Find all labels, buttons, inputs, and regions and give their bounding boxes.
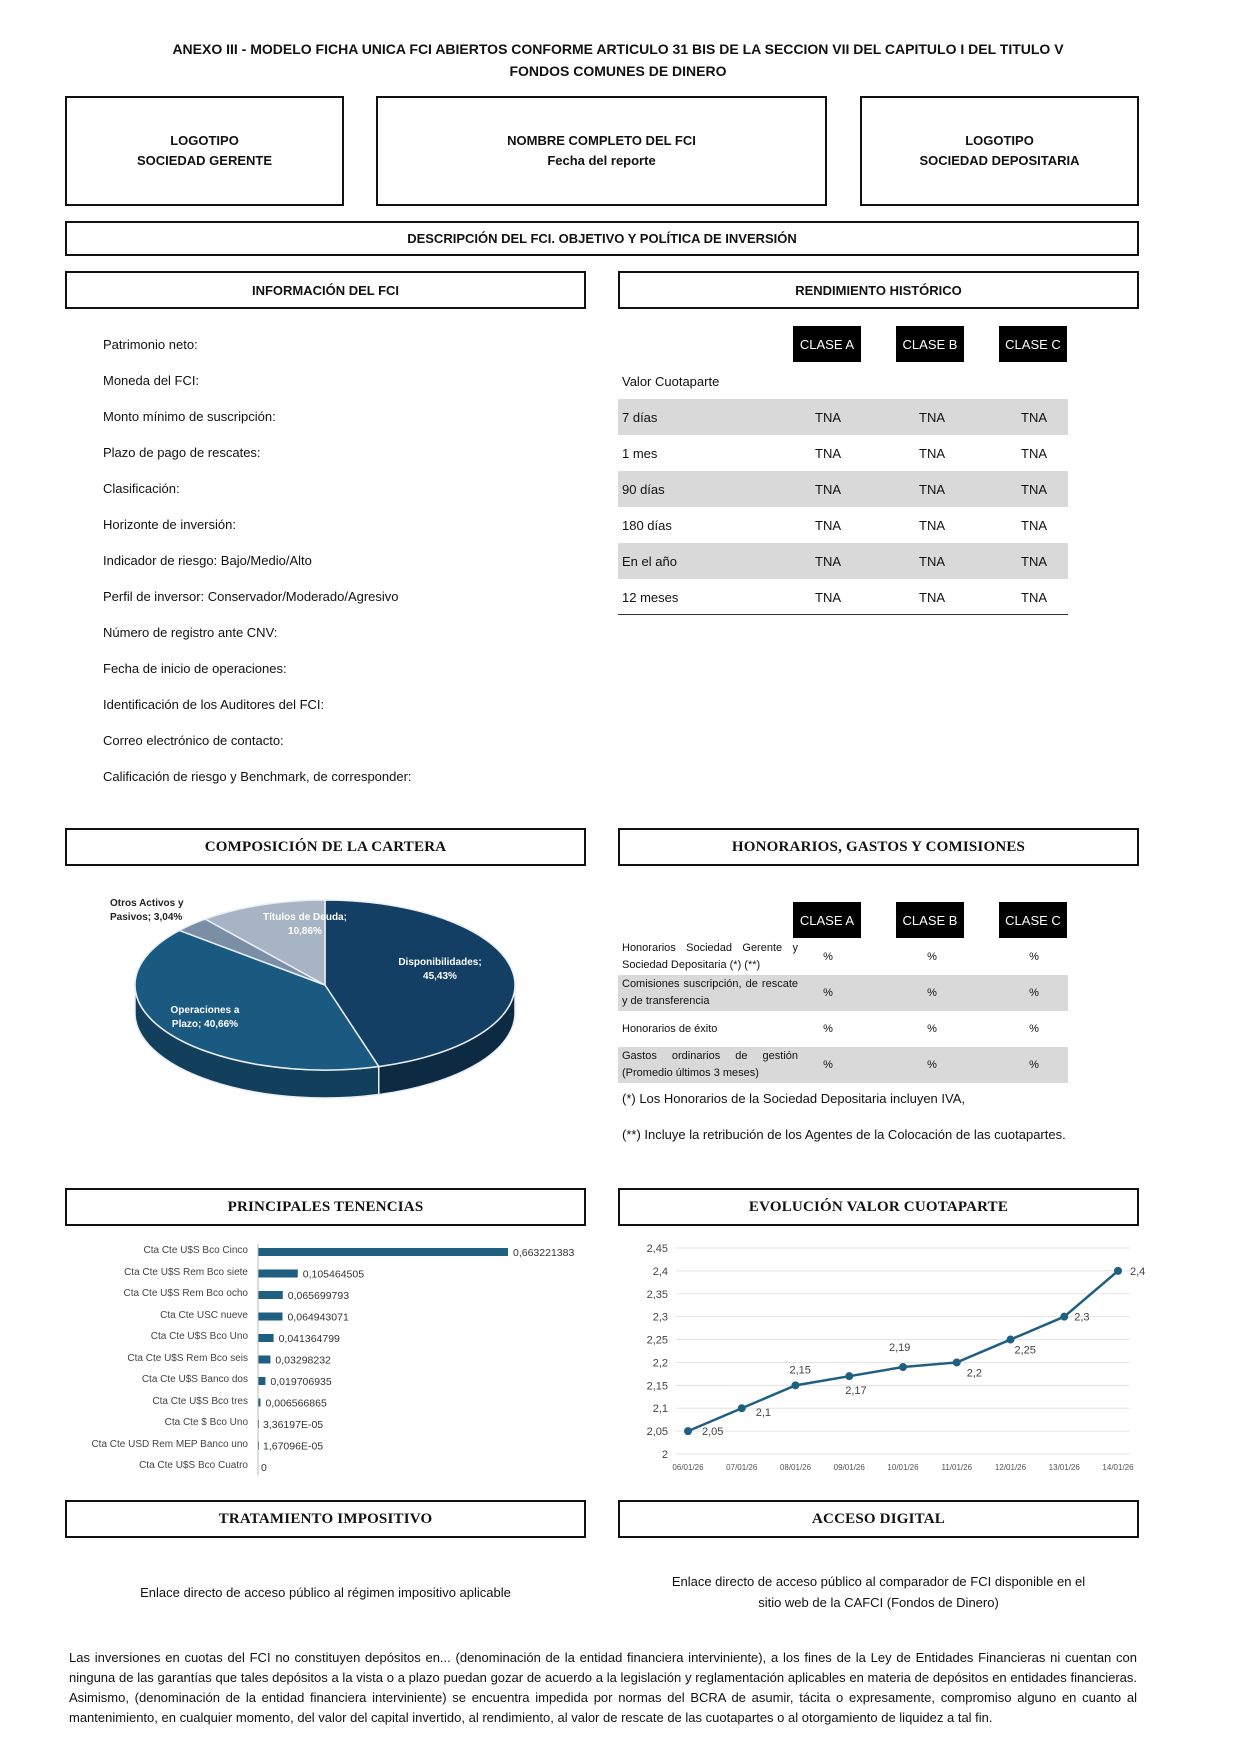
tenencia-label: Cta Cte U$S Bco Cinco xyxy=(143,1245,248,1256)
rend-cell: TNA xyxy=(1021,517,1047,533)
info-item: Fecha de inicio de operaciones: xyxy=(103,661,287,676)
hon-clase-a: CLASE A xyxy=(793,902,861,938)
rend-row xyxy=(618,543,1068,579)
rend-cell: TNA xyxy=(1021,445,1047,461)
y-tick-label: 2,4 xyxy=(652,1265,668,1278)
tenencia-bar xyxy=(258,1377,265,1385)
info-item: Horizonte de inversión: xyxy=(103,517,236,532)
honorarios-cell: % xyxy=(823,987,833,999)
logo-sociedad-gerente xyxy=(65,96,344,206)
honorarios-row xyxy=(618,939,1068,975)
honorarios-row-label: Comisiones suscripción, de rescate y de transferencia xyxy=(622,978,798,1007)
y-tick-label: 2,1 xyxy=(652,1403,668,1416)
honorarios-cell: % xyxy=(1029,1059,1039,1071)
honorarios-row-label: Honorarios de éxito xyxy=(622,1022,718,1035)
rend-cell: TNA xyxy=(815,517,841,533)
digital-link-line1[interactable]: Enlace directo de acceso público al comparador de FCI disponible en el xyxy=(671,1574,1086,1589)
disclaimer: Las inversiones en cuotas del FCI no constituyen depósitos en... (denominación de la entidad financiera interviniente), a los fines de la Ley de Entidades Financieras ni cuentan con ninguna de las garantías que tales depósitos a la vista o a plazo puedan gozar de acuerdo a la legislación y reglamentación aplicables en materia de depósitos en entidades financieras. Asimismo, (denominación de la entidad financiera interviniente) se encuentra impedida por normas del BCRA de asumir, tácita o expresamente, compromiso alguno en cuanto al mantenimiento, en cualquier momento, del valor del capital invertido, al rendimiento, al valor de rescate de las cuotapartes o al otorgamiento de liquidez a tal fin. xyxy=(69,1650,1137,1725)
y-tick-label: 2,05 xyxy=(646,1426,668,1439)
section-composicion: COMPOSICIÓN DE LA CARTERA xyxy=(65,828,586,866)
tenencia-label: Cta Cte U$S Bco tres xyxy=(152,1395,248,1407)
honorarios-row xyxy=(618,1047,1068,1083)
rend-row xyxy=(618,435,1068,471)
y-tick-label: 2,35 xyxy=(646,1288,668,1301)
tenencia-value: 0,019706935 xyxy=(270,1376,332,1388)
section-honorarios: HONORARIOS, GASTOS Y COMISIONES xyxy=(618,828,1139,866)
document-subtitle: FONDOS COMUNES DE DINERO xyxy=(509,63,727,79)
tenencia-value: 0,03298232 xyxy=(275,1354,331,1367)
section-evolucion: EVOLUCIÓN VALOR CUOTAPARTE xyxy=(618,1188,1139,1226)
tenencia-label: Cta Cte $ Bco Uno xyxy=(164,1417,248,1428)
info-item: Perfil de inversor: Conservador/Moderado/Agresivo xyxy=(103,589,399,604)
document-title: ANEXO III - MODELO FICHA UNICA FCI ABIERTOS CONFORME ARTICULO 31 BIS DE LA SECCION VII DEL CAPITULO I DEL TITULO V xyxy=(172,41,1064,57)
y-tick-label: 2,15 xyxy=(646,1380,668,1393)
logo-gerente-l2: SOCIEDAD GERENTE xyxy=(136,153,273,168)
honorarios-cell: % xyxy=(927,987,937,999)
tenencia-value: 3,36197E-05 xyxy=(263,1419,324,1431)
rend-row xyxy=(618,579,1068,615)
data-label: 2,4 xyxy=(1130,1265,1146,1278)
rend-row xyxy=(618,507,1068,543)
logo-depositaria-l2: SOCIEDAD DEPOSITARIA xyxy=(919,153,1080,168)
tenencias-bar-chart xyxy=(258,1240,588,1480)
tenencia-value: 0,105464505 xyxy=(302,1268,365,1281)
logo-sociedad-depositaria xyxy=(860,96,1139,206)
info-item: Clasificación: xyxy=(103,481,180,496)
data-label: 2,25 xyxy=(1014,1344,1036,1357)
rend-row-label: 1 mes xyxy=(622,445,658,461)
data-point xyxy=(738,1404,746,1412)
rend-cell: TNA xyxy=(1021,409,1047,425)
info-item: Número de registro ante CNV: xyxy=(103,625,278,640)
x-tick-label: 08/01/26 xyxy=(779,1463,812,1472)
y-tick-label: 2,45 xyxy=(646,1243,668,1255)
pie-label-disponibilidades: Disponibilidades; 45,43% xyxy=(398,957,482,982)
data-label: 2,19 xyxy=(889,1342,911,1355)
x-tick-label: 13/01/26 xyxy=(1048,1463,1080,1472)
data-point xyxy=(953,1358,961,1366)
x-tick-label: 06/01/26 xyxy=(672,1463,704,1472)
tenencia-value: 0 xyxy=(261,1462,267,1474)
rend-row xyxy=(618,471,1068,507)
info-item: Moneda del FCI: xyxy=(103,373,200,388)
x-tick-label: 07/01/26 xyxy=(726,1463,758,1472)
tenencia-label: Cta Cte USD Rem MEP Banco uno xyxy=(91,1438,248,1450)
data-point xyxy=(792,1381,800,1389)
rend-cell: TNA xyxy=(815,445,841,461)
impositivo-link[interactable]: Enlace directo de acceso público al régimen impositivo aplicable xyxy=(140,1585,511,1600)
rend-cell: TNA xyxy=(1021,553,1047,569)
tenencia-bar xyxy=(258,1248,508,1256)
rend-cell: TNA xyxy=(815,409,841,425)
rend-header-label: Valor Cuotaparte xyxy=(622,373,720,389)
data-point xyxy=(1007,1336,1015,1344)
y-tick-label: 2,2 xyxy=(652,1357,668,1370)
tenencia-value: 1,67096E-05 xyxy=(263,1440,324,1453)
honorarios-row xyxy=(618,1011,1068,1047)
honorarios-row xyxy=(618,975,1068,1011)
tenencia-label: Cta Cte U$S Banco dos xyxy=(141,1374,248,1385)
data-point xyxy=(1114,1267,1122,1275)
tenencia-bar xyxy=(258,1270,298,1278)
tenencia-value: 0,006566865 xyxy=(265,1397,327,1410)
rend-row-label: En el año xyxy=(622,553,677,569)
info-item: Indicador de riesgo: Bajo/Medio/Alto xyxy=(103,553,312,568)
rend-cell: TNA xyxy=(919,409,945,425)
info-item: Patrimonio neto: xyxy=(103,337,198,352)
rend-cell: TNA xyxy=(815,553,841,569)
rend-cell: TNA xyxy=(919,445,945,461)
honorarios-note-1: (*) Los Honorarios de la Sociedad Depositaria incluyen IVA, xyxy=(622,1091,965,1106)
honorarios-cell: % xyxy=(927,1059,937,1071)
rend-row-label: 7 días xyxy=(622,409,658,425)
data-point xyxy=(899,1363,907,1371)
honorarios-note-2: (**) Incluye la retribución de los Agentes de la Colocación de las cuotapartes. xyxy=(622,1127,1066,1142)
data-label: 2,05 xyxy=(702,1426,724,1439)
rend-clase-c: CLASE C xyxy=(999,326,1067,362)
honorarios-cell: % xyxy=(823,1059,833,1071)
section-tenencias: PRINCIPALES TENENCIAS xyxy=(65,1188,586,1226)
y-tick-label: 2,3 xyxy=(652,1311,668,1324)
honorarios-cell: % xyxy=(1029,987,1039,999)
data-label: 2,1 xyxy=(755,1407,772,1420)
fci-name-box xyxy=(376,96,827,206)
honorarios-cell: % xyxy=(1029,951,1039,963)
hon-clase-c: CLASE C xyxy=(999,902,1067,938)
tenencia-bar xyxy=(258,1334,274,1342)
honorarios-cell: % xyxy=(823,951,833,963)
tenencia-label: Cta Cte U$S Rem Bco siete xyxy=(124,1266,248,1278)
honorarios-row-label: Honorarios Sociedad Gerente y Sociedad Depositaria (*) (**) xyxy=(622,942,798,971)
pie-label-otros: Otros Activos y Pasivos; 3,04% xyxy=(110,898,184,923)
tenencia-bar xyxy=(258,1356,270,1364)
rend-clase-a: CLASE A xyxy=(793,326,861,362)
pie-label-titulos: Títulos de Deuda; 10,86% xyxy=(263,912,347,937)
rend-row-label: 12 meses xyxy=(622,589,679,605)
rend-cell: TNA xyxy=(919,481,945,497)
tenencia-value: 0,663221383 xyxy=(513,1247,575,1259)
data-point xyxy=(684,1427,692,1435)
info-item: Plazo de pago de rescates: xyxy=(103,445,261,460)
info-item: Monto mínimo de suscripción: xyxy=(103,409,276,424)
x-tick-label: 10/01/26 xyxy=(887,1463,919,1472)
rend-cell: TNA xyxy=(815,481,841,497)
rend-row-label: 180 días xyxy=(622,517,672,533)
honorarios-row-label: Gastos ordinarios de gestión (Promedio últimos 3 meses) xyxy=(622,1050,798,1079)
fci-name: NOMBRE COMPLETO DEL FCI xyxy=(507,133,696,148)
tenencia-label: Cta Cte U$S Rem Bco ocho xyxy=(123,1288,248,1299)
honorarios-cell: % xyxy=(927,951,937,963)
logo-gerente-l1: LOGOTIPO xyxy=(170,133,239,148)
logo-depositaria-l1: LOGOTIPO xyxy=(965,133,1034,148)
x-tick-label: 09/01/26 xyxy=(833,1463,865,1472)
tenencia-bar xyxy=(258,1313,282,1321)
data-point xyxy=(1060,1313,1068,1321)
y-tick-label: 2,25 xyxy=(646,1334,668,1347)
section-digital: ACCESO DIGITAL xyxy=(618,1500,1139,1538)
tenencia-label: Cta Cte U$S Bco Uno xyxy=(150,1331,248,1342)
rend-cell: TNA xyxy=(919,553,945,569)
tenencia-bar xyxy=(258,1291,283,1299)
honorarios-cell: % xyxy=(823,1023,833,1035)
y-tick-label: 2 xyxy=(661,1449,668,1461)
rend-cell: TNA xyxy=(815,589,841,605)
section-rendimiento: RENDIMIENTO HISTÓRICO xyxy=(618,271,1139,309)
section-descripcion: DESCRIPCIÓN DEL FCI. OBJETIVO Y POLÍTICA DE INVERSIÓN xyxy=(65,221,1139,256)
x-tick-label: 12/01/26 xyxy=(994,1463,1027,1472)
info-item: Correo electrónico de contacto: xyxy=(103,733,284,748)
honorarios-cell: % xyxy=(927,1023,937,1035)
info-item: Identificación de los Auditores del FCI: xyxy=(103,697,325,712)
tenencia-label: Cta Cte U$S Bco Cuatro xyxy=(139,1460,248,1471)
tenencia-label: Cta Cte USC nueve xyxy=(160,1309,248,1321)
digital-link-line2[interactable]: sitio web de la CAFCI (Fondos de Dinero) xyxy=(758,1595,999,1610)
data-label: 2,17 xyxy=(845,1385,867,1398)
tenencia-label: Cta Cte U$S Rem Bco seis xyxy=(127,1352,248,1364)
rend-cell: TNA xyxy=(919,517,945,533)
rend-clase-b: CLASE B xyxy=(896,326,964,362)
rend-header-row xyxy=(618,363,1068,399)
hon-clase-b: CLASE B xyxy=(896,902,964,938)
section-impositivo: TRATAMIENTO IMPOSITIVO xyxy=(65,1500,586,1538)
rend-row xyxy=(618,399,1068,435)
data-label: 2,3 xyxy=(1074,1311,1090,1324)
section-informacion: INFORMACIÓN DEL FCI xyxy=(65,271,586,309)
rend-table-rule xyxy=(618,614,1068,615)
data-label: 2,15 xyxy=(789,1364,811,1377)
report-date: Fecha del reporte xyxy=(547,153,656,168)
honorarios-cell: % xyxy=(1029,1023,1039,1035)
rend-cell: TNA xyxy=(1021,589,1047,605)
rend-cell: TNA xyxy=(919,589,945,605)
evolucion-line-chart xyxy=(618,1232,1146,1482)
rend-row-label: 90 días xyxy=(622,481,665,497)
data-label: 2,2 xyxy=(966,1367,983,1380)
x-tick-label: 14/01/26 xyxy=(1102,1463,1134,1472)
info-item: Calificación de riesgo y Benchmark, de corresponder: xyxy=(103,769,412,784)
tenencia-value: 0,065699793 xyxy=(287,1290,350,1302)
pie-label-operaciones: Operaciones a Plazo; 40,66% xyxy=(170,1005,240,1030)
rend-cell: TNA xyxy=(1021,481,1047,497)
tenencia-value: 0,064943071 xyxy=(287,1311,349,1324)
tenencia-value: 0,041364799 xyxy=(278,1333,340,1345)
data-point xyxy=(845,1372,853,1380)
x-tick-label: 11/01/26 xyxy=(941,1463,973,1472)
